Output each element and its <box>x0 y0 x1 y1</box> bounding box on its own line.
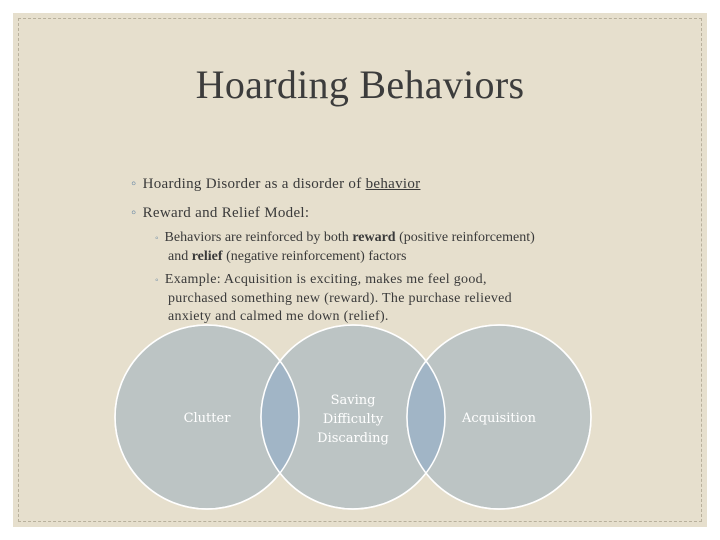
sub-bullet-bold-reward: reward <box>352 230 396 245</box>
bullet-text: Reward and Relief Model: <box>142 205 310 221</box>
venn-label-saving: Saving <box>330 393 376 408</box>
sub-bullet-text: (positive reinforcement) <box>395 230 535 245</box>
bullet-text: Hoarding Disorder as a disorder of <box>142 176 366 192</box>
sub-bullet-text: Behaviors are reinforced by both <box>164 230 353 245</box>
bullet-marker-icon: ◦ <box>131 176 137 192</box>
sub-bullet-bold-relief: relief <box>191 249 223 264</box>
venn-label-acquisition: Acquisition <box>462 411 536 426</box>
sub-bullet-text: and <box>168 249 192 264</box>
slide-title: Hoarding Behaviors <box>195 62 525 107</box>
venn-label-discarding: Discarding <box>317 431 389 446</box>
sub-bullet-marker-icon: ◦ <box>155 233 159 244</box>
venn-label-difficulty: Difficulty <box>322 412 384 427</box>
venn-label-clutter: Clutter <box>183 411 231 426</box>
sub-bullet-text: anxiety and calmed me down (relief). <box>168 309 389 324</box>
sub-bullet-text: Example: Acquisition is exciting, makes me feel good, <box>164 272 487 287</box>
bullet-underlined-word: behavior <box>365 176 421 192</box>
sub-bullet-text: (negative reinforcement) factors <box>222 249 407 264</box>
bullet-marker-icon: ◦ <box>131 205 137 221</box>
sub-bullet-text: purchased something new (reward). The purchase relieved <box>168 291 512 306</box>
sub-bullet-marker-icon: ◦ <box>155 275 159 286</box>
